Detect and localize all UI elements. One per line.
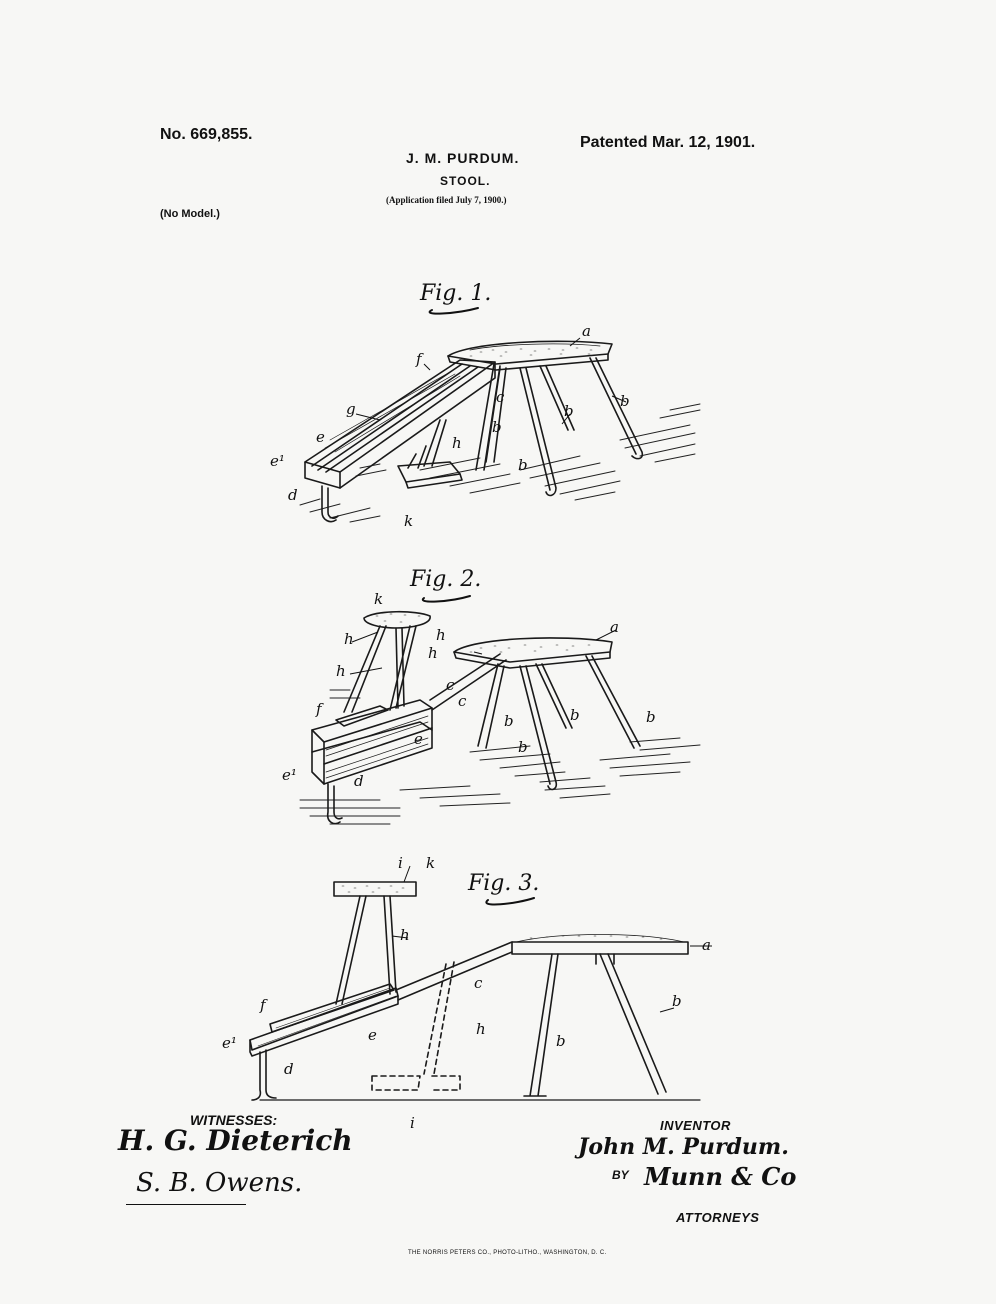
fig3-label-h1: h (400, 926, 410, 944)
fig1-label-e1: e¹ (270, 452, 285, 470)
fig2-label-h1: h (344, 630, 354, 648)
fig1-label-c: c (496, 388, 505, 406)
fig1-flourish (430, 308, 478, 314)
fig1-label-d: d (288, 486, 298, 504)
inventor-label: INVENTOR (660, 1118, 731, 1133)
application-filed: (Application filed July 7, 1900.) (386, 195, 507, 205)
by-label: BY (612, 1168, 629, 1182)
witness-underline (126, 1204, 246, 1205)
fig1-label-k: k (404, 512, 414, 530)
invention-title: STOOL. (440, 174, 491, 188)
fig1-label-f: f (416, 350, 422, 368)
inventor-signature: John M. Purdum. (578, 1134, 789, 1160)
witness-signature-2: S. B. Owens. (136, 1168, 303, 1198)
fig2-label-e: e (414, 730, 423, 748)
fig2-label-f: f (316, 700, 322, 718)
fig2-caption: Fig. 2. (410, 567, 482, 592)
fig1-label-b4: b (518, 456, 528, 474)
fig3-label-f: f (260, 996, 266, 1014)
fig1-label-g: g (346, 400, 356, 418)
fig3-label-d: d (284, 1060, 294, 1078)
fig3-label-c: c (474, 974, 483, 992)
fig2-label-h2: h (436, 626, 446, 644)
witnesses-label: WITNESSES: (190, 1112, 278, 1128)
fig1-label-e: e (316, 428, 325, 446)
fig2-flourish (423, 596, 470, 602)
fig3-label-e1: e¹ (222, 1034, 237, 1052)
fig3-caption: Fig. 3. (468, 871, 540, 896)
figure-2-drawing (300, 612, 700, 824)
fig1-label-h: h (452, 434, 462, 452)
fig2-label-b2: b (570, 706, 580, 724)
fig3-flourish (486, 898, 534, 904)
patent-date: Patented Mar. 12, 1901. (580, 134, 756, 151)
fig3-label-i-bottom: i (410, 1114, 415, 1132)
fig1-label-a: a (582, 322, 591, 340)
inventor-name-heading: J. M. PURDUM. (406, 150, 520, 166)
fig3-label-i-top: i (398, 854, 403, 872)
fig2-label-c1: c (446, 676, 455, 694)
fig2-label-c2: c (458, 692, 467, 710)
fig3-label-b2: b (556, 1032, 566, 1050)
fig2-label-e1: e¹ (282, 766, 297, 784)
fig2-label-d: d (354, 772, 364, 790)
fig2-label-k: k (374, 590, 384, 608)
model-note: (No Model.) (160, 208, 220, 220)
fig3-label-e: e (368, 1026, 377, 1044)
fig1-label-b1: b (620, 392, 630, 410)
fig3-label-h2: h (476, 1020, 486, 1038)
printer-credit: THE NORRIS PETERS CO., PHOTO-LITHO., WASHINGTON, D. C. (408, 1250, 607, 1256)
fig2-ground-shading (300, 690, 700, 824)
fig2-label-h4: h (336, 662, 346, 680)
fig2-label-a: a (610, 618, 619, 636)
fig2-label-b1: b (504, 712, 514, 730)
fig3-label-k: k (426, 854, 436, 872)
fig2-label-b4: b (518, 738, 528, 756)
fig3-label-b1: b (672, 992, 682, 1010)
fig2-label-h3: h (428, 644, 438, 662)
fig2-label-b3: b (646, 708, 656, 726)
fig1-caption: Fig. 1. (420, 281, 492, 306)
fig1-label-b3: b (492, 418, 502, 436)
attorneys-label: ATTORNEYS (676, 1210, 760, 1225)
patent-number: No. 669,855. (160, 126, 253, 143)
attorney-signature: Munn & Co (644, 1162, 797, 1191)
fig1-label-b2: b (564, 402, 574, 420)
fig3-label-a: a (702, 936, 711, 954)
witness-signature-1: H. G. Dieterich (118, 1124, 353, 1157)
